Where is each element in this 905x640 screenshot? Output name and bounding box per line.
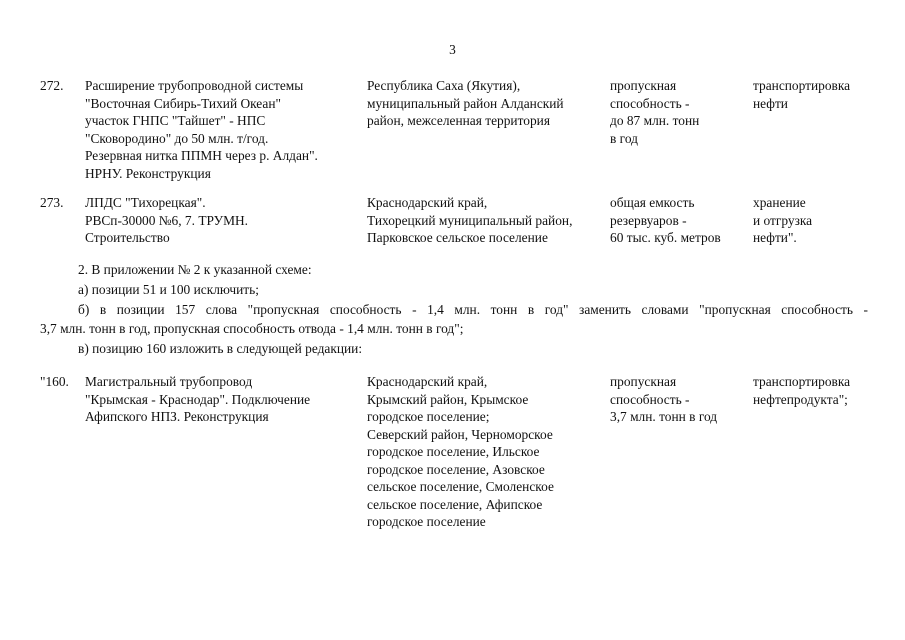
- object-location: Краснодарский край, Тихорецкий муниципальный район, Парковское сельское поселение: [367, 195, 573, 245]
- position-number: 272.: [40, 78, 64, 93]
- object-location: Краснодарский край, Крымский район, Крымское городское поселение; Северский район, Черноморское городское поселение, Ильское городское поселение, Азовское сельское поселение, Смоленское сельское поселение, Афипское городское поселение: [367, 374, 554, 529]
- object-characteristics: пропускная способность - до 87 млн. тонн в год: [610, 78, 700, 146]
- paragraph-item-v: в) позицию 160 изложить в следующей редакции:: [78, 341, 363, 356]
- object-purpose: транспортировка нефтепродукта";: [753, 374, 851, 407]
- paragraph-item-b-line2: 3,7 млн. тонн в год, пропускная способность отвода - 1,4 млн. тонн в год";: [40, 321, 464, 336]
- object-characteristics: пропускная способность - 3,7 млн. тонн в год: [610, 374, 718, 424]
- object-name: Расширение трубопроводной системы "Восточная Сибирь-Тихий Океан" участок ГНПС "Тайшет" - НПС "Сковородино" до 50 млн. т/год. Резервная нитка ППМН через р. Алдан". НРНУ. Реконструкция: [85, 78, 318, 181]
- position-number: "160.: [40, 374, 69, 389]
- object-characteristics: общая емкость резервуаров - 60 тыс. куб. метров: [610, 195, 721, 245]
- position-number: 273.: [40, 195, 64, 210]
- page-number: 3: [449, 42, 456, 57]
- object-purpose: транспортировка нефти: [753, 78, 851, 111]
- object-location: Республика Саха (Якутия), муниципальный район Алданский район, межселенная территория: [367, 78, 564, 128]
- object-purpose: хранение и отгрузка нефти".: [753, 195, 813, 245]
- paragraph-item-a: а) позиции 51 и 100 исключить;: [78, 282, 259, 297]
- paragraph-item-b-line1: б) в позиции 157 слова "пропускная способность - 1,4 млн. тонн в год" заменить словами "пропускная способность -: [78, 302, 868, 317]
- paragraph-appendix-2: 2. В приложении № 2 к указанной схеме:: [78, 262, 312, 277]
- object-name: ЛПДС "Тихорецкая". РВСп-30000 №6, 7. ТРУМН. Строительство: [85, 195, 249, 245]
- object-name: Магистральный трубопровод "Крымская - Краснодар". Подключение Афипского НПЗ. Реконструкция: [85, 374, 311, 424]
